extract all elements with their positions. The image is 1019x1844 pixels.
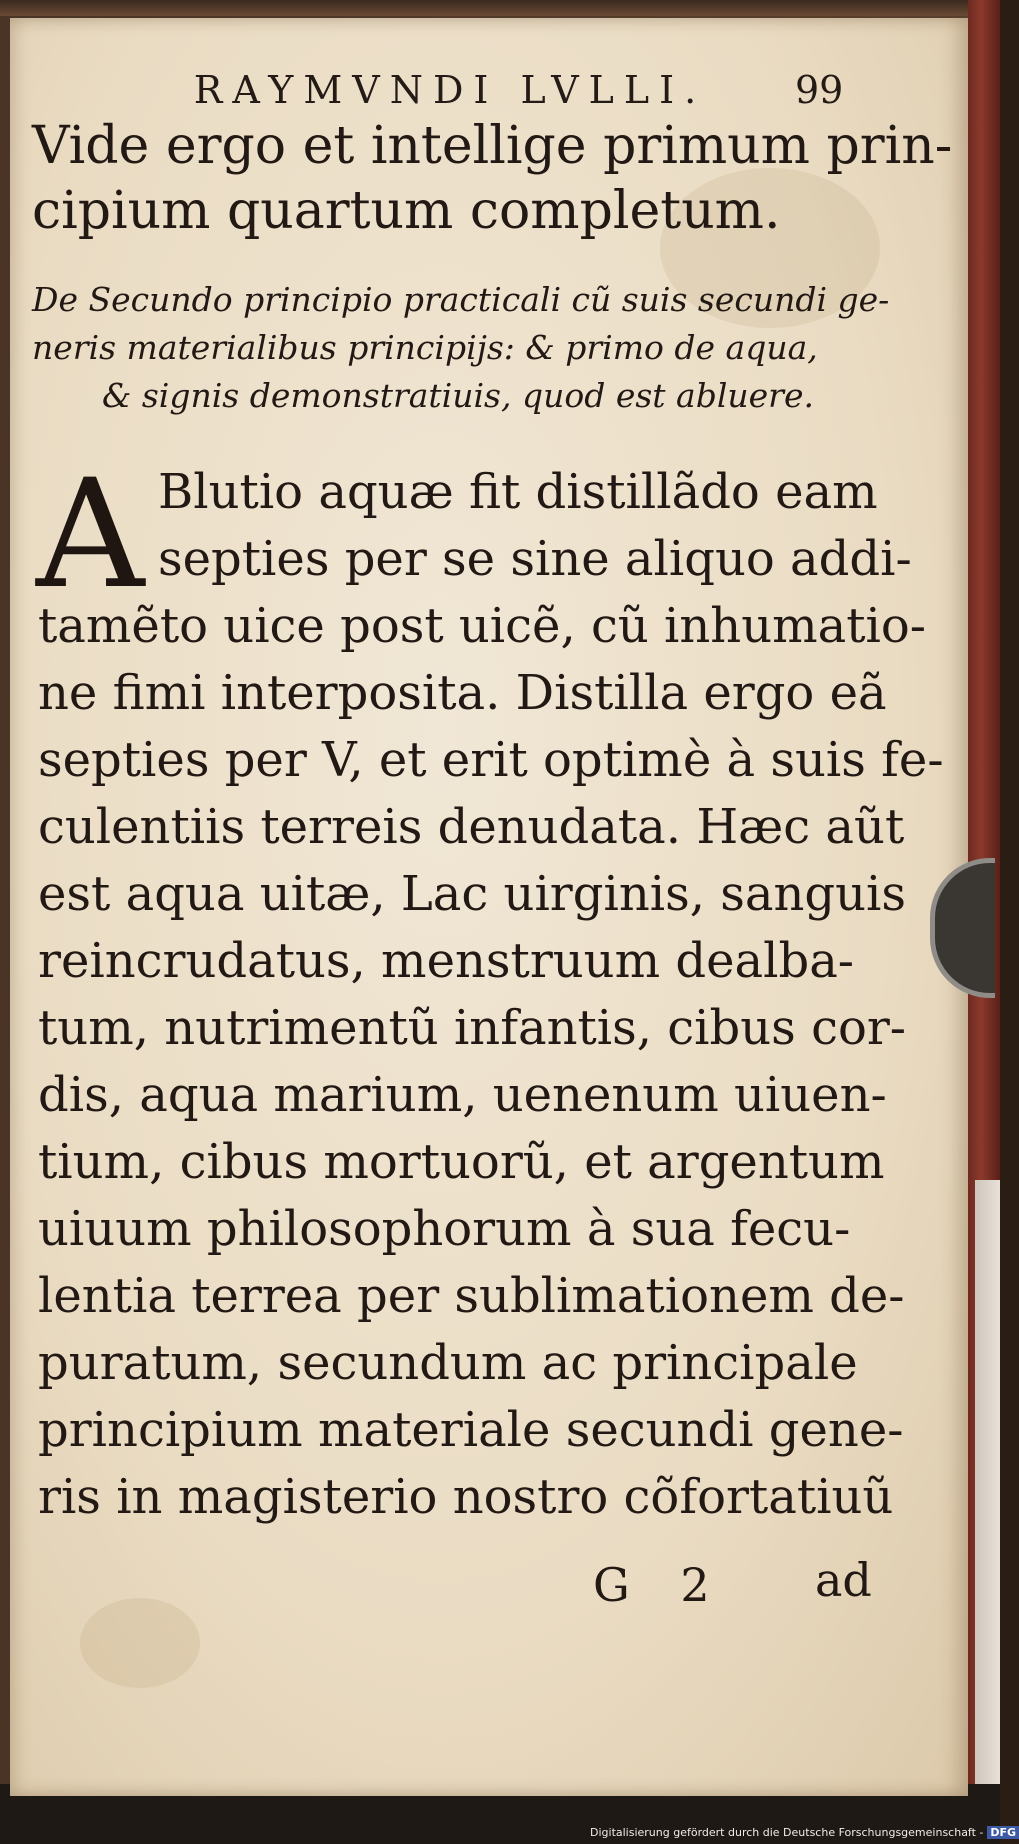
- signature-mark: G 2: [593, 1558, 728, 1612]
- body-line-12: uiuum philosophorum à sua fecu-: [38, 1201, 851, 1257]
- book-cover-top-edge: [0, 0, 1000, 16]
- heading-line-2: cipium quartum completum.: [32, 181, 781, 241]
- body-line-15: principium materiale secundi gene-: [38, 1402, 904, 1458]
- digitization-notice: [590, 1826, 1017, 1839]
- section-title-line-1: De Secundo principio practicali cũ suis secundi ge-: [32, 280, 890, 319]
- body-line-1: Blutio aquæ fit distillãdo eam: [158, 464, 878, 520]
- book-page: [10, 18, 968, 1796]
- body-line-5: septies per V, et erit optimè à suis fe-: [38, 732, 944, 788]
- body-line-13: lentia terrea per sublimationem de-: [38, 1268, 905, 1324]
- body-line-9: tum, nutrimentũ infantis, cibus cor-: [38, 1000, 907, 1056]
- drop-cap: A: [36, 448, 145, 622]
- page-header: [10, 68, 968, 118]
- running-head: RAYMVNDI LVLLI.: [193, 68, 707, 112]
- body-line-7: est aqua uitæ, Lac uirginis, sanguis: [38, 866, 907, 922]
- body-line-3: tamẽto uice post uicẽ, cũ inhumatio-: [38, 598, 926, 654]
- paper-stain: [80, 1598, 200, 1688]
- adjacent-page-strip: [975, 1180, 1000, 1800]
- body-line-14: puratum, secundum ac principale: [38, 1335, 858, 1391]
- digitization-notice-text: Digitalisierung gefördert durch die Deutsche Forschungsgemeinschaft -: [590, 1826, 984, 1839]
- body-line-16: ris in magisterio nostro cõfortatiuũ: [38, 1469, 894, 1525]
- body-line-10: dis, aqua marium, uenenum uiuen-: [38, 1067, 887, 1123]
- catchword: ad: [815, 1553, 872, 1607]
- body-line-2: septies per se sine aliquo addi-: [158, 531, 912, 587]
- section-title-line-2: neris materialibus principijs: & primo de aqua,: [32, 328, 818, 367]
- page-number: 99: [795, 68, 844, 112]
- body-line-8: reincrudatus, menstruum dealba-: [38, 933, 855, 989]
- section-title-line-3: & signis demonstratiuis, quod est abluere.: [102, 376, 814, 415]
- dfg-logo: DFG: [987, 1826, 1019, 1839]
- body-line-4: ne fimi interposita. Distilla ergo eã: [38, 665, 887, 721]
- body-line-6: culentiis terreis denudata. Hæc aũt: [38, 799, 905, 855]
- heading-line-1: Vide ergo et intellige primum prin-: [32, 116, 953, 176]
- body-line-11: tium, cibus mortuorũ, et argentum: [38, 1134, 885, 1190]
